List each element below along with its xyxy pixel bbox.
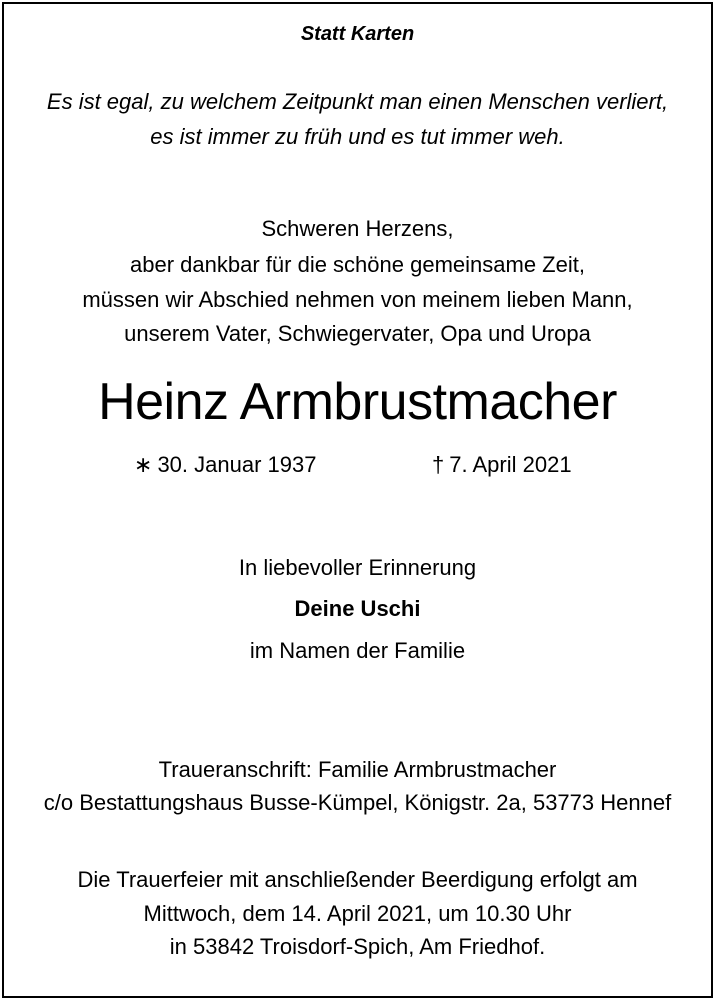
address-line-2: c/o Bestattungshaus Busse-Kümpel, Königstr. 2a, 53773 Hennef [43, 790, 672, 815]
death-cross-icon: † [432, 452, 445, 477]
intro-line-4: unserem Vater, Schwiegervater, Opa und Uropa [124, 321, 591, 346]
deceased-name: Heinz Armbrustmacher [98, 373, 617, 431]
memorial-line-1: In liebevoller Erinnerung [238, 555, 477, 580]
intro-line-1: Schweren Herzens, [261, 216, 454, 241]
ceremony-line-2: Mittwoch, dem 14. April 2021, um 10.30 Uhr [143, 901, 572, 926]
birth-star-icon: ∗ [134, 452, 153, 477]
birth-date [134, 452, 316, 478]
ceremony-line-1: Die Trauerfeier mit anschließender Beerdigung erfolgt am [77, 867, 638, 892]
ceremony-line-3: in 53842 Troisdorf-Spich, Am Friedhof. [169, 934, 546, 959]
birth-date-text: 30. Januar 1937 [157, 452, 317, 477]
notice-header: Statt Karten [300, 23, 415, 45]
death-date-text: 7. April 2021 [449, 452, 572, 477]
death-date [432, 452, 572, 478]
signatory-name: Deine Uschi [294, 596, 421, 621]
quote-line-2: es ist immer zu früh und es tut immer weh. [150, 124, 565, 149]
obituary-notice [2, 2, 713, 998]
intro-line-2: aber dankbar für die schöne gemeinsame Zeit, [130, 252, 585, 277]
intro-line-3: müssen wir Abschied nehmen von meinem lieben Mann, [82, 287, 633, 312]
quote-line-1: Es ist egal, zu welchem Zeitpunkt man einen Menschen verliert, [46, 89, 669, 114]
memorial-line-3: im Namen der Familie [249, 638, 466, 663]
address-line-1: Traueranschrift: Familie Armbrustmacher [158, 757, 557, 782]
